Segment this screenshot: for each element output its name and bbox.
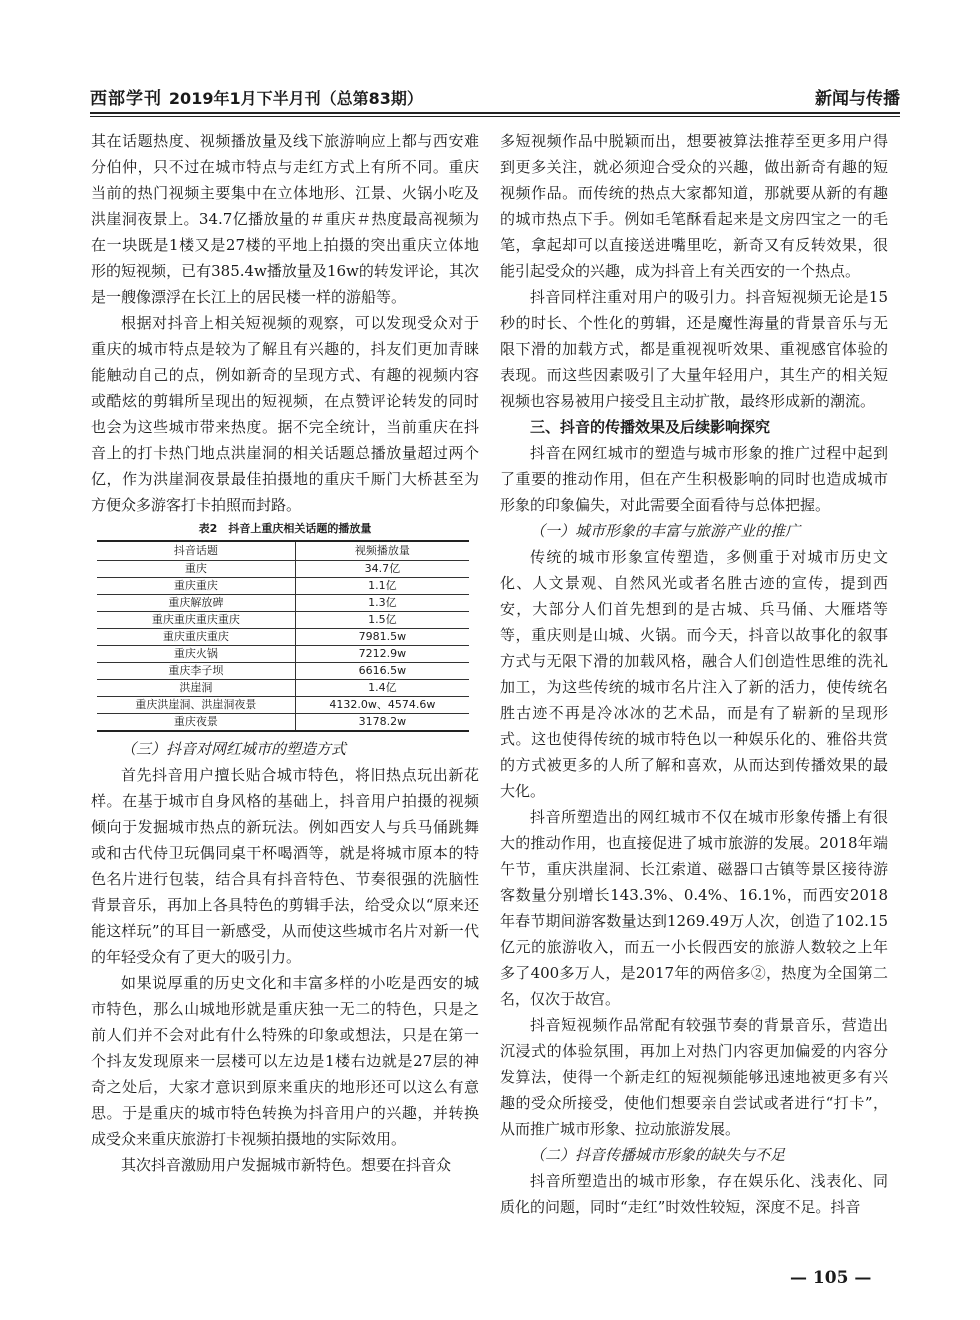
table-row xyxy=(97,646,469,663)
column-header: 视频播放量 xyxy=(295,541,469,561)
topic-cell: 重庆李子坝 xyxy=(97,663,295,680)
subsection-heading: （三）抖音对网红城市的塑造方式 xyxy=(121,740,347,758)
play-count-cell: 3178.2w xyxy=(295,714,469,732)
topic-cell: 重庆解放碑 xyxy=(97,595,295,612)
table-row xyxy=(97,697,469,714)
paragraph: 传统的城市形象宣传塑造，多侧重于对城市历史文化、人文景观、自然风光或者名胜古迹的宣传，提到西安，大部分人们首先想到的是古城、兵马俑、大雁塔等等，重庆则是山城、火锅。而今天，抖音以故事化的叙事方式与无限下滑的加载风格，融合人们创造性思维的洗礼加工，为这些传统的城市名片注入了新的活力，使传统名胜古迹不再是冷冰冰的艺术品，而是有了崭新的呈现形式。这也使得传统的城市特色以一种娱乐化的、雅俗共赏的方式被更多的人所了解和喜欢，从而达到传播效果的最大化。 xyxy=(500,548,888,800)
table-row xyxy=(97,680,469,697)
paragraph: 抖音所塑造出的网红城市不仅在城市形象传播上有很大的推动作用，也直接促进了城市旅游的发展。2018年端午节，重庆洪崖洞、长江索道、磁器口古镇等景区接待游客数量分别增长143.3%、0.4%、16.1%，而西安2018年春节期间游客数量达到1269.49万人次，创造了102.15亿元的旅游收入，而五一小长假西安的旅游人数较之上年多了400多万人，是2017年的两倍多②，热度为全国第二名，仅次于故宫。 xyxy=(500,808,888,1008)
play-count-cell: 34.7亿 xyxy=(295,561,469,578)
play-count-cell: 1.5亿 xyxy=(295,612,469,629)
topic-cell: 重庆重庆 xyxy=(97,578,295,595)
issue-info: 2019年1月下半月刊（总第83期） xyxy=(168,89,423,108)
right-column xyxy=(500,128,888,1220)
page-number: — 105 — xyxy=(790,1268,872,1288)
paragraph: 抖音在网红城市的塑造与城市形象的推广过程中起到了重要的推动作用，但在产生积极影响的同时也造成城市形象的印象偏失，对此需要全面看待与总体把握。 xyxy=(500,444,888,514)
table-row xyxy=(97,663,469,680)
left-column xyxy=(91,128,479,1178)
section-heading: 三、抖音的传播效果及后续影响探究 xyxy=(530,418,771,436)
play-count-cell: 7981.5w xyxy=(295,629,469,646)
paragraph: 抖音短视频作品常配有较强节奏的背景音乐，营造出沉浸式的体验氛围，再加上对热门内容更加偏爱的内容分发算法，使得一个新走红的短视频能够迅速地被更多有兴趣的受众所接受，使他们想要亲自尝试或者进行“打卡”，从而推广城市形象、拉动旅游发展。 xyxy=(500,1016,888,1138)
paragraph: 抖音同样注重对用户的吸引力。抖音短视频无论是15秒的时长、个性化的剪辑，还是魔性海量的背景音乐与无限下滑的加载方式，都是重视视听效果、重视感官体验的表现。而这些因素吸引了大量年轻用户，其生产的相关短视频也容易被用户接受且主动扩散，最终形成新的潮流。 xyxy=(500,288,888,410)
topic-cell: 重庆重庆重庆 xyxy=(97,629,295,646)
subsection-heading: （二）抖音传播城市形象的缺失与不足 xyxy=(530,1146,786,1164)
paragraph: 其次抖音激励用户发掘城市新特色。想要在抖音众 xyxy=(121,1156,452,1174)
table-caption: 表2 抖音上重庆相关话题的播放量 xyxy=(198,522,372,535)
section-title: 新闻与传播 xyxy=(815,89,900,109)
play-count-cell: 7212.9w xyxy=(295,646,469,663)
journal-name: 西部学刊 xyxy=(90,89,162,109)
table-row xyxy=(97,714,469,732)
topic-cell: 重庆夜景 xyxy=(97,714,295,732)
topic-cell: 洪崖洞 xyxy=(97,680,295,697)
table-row xyxy=(97,595,469,612)
paragraph: 首先抖音用户擅长贴合城市特色，将旧热点玩出新花样。在基于城市自身风格的基础上，抖音用户拍摄的视频倾向于发掘城市热点的新玩法。例如西安人与兵马俑跳舞或和古代侍卫玩偶同桌干杯喝酒等，就是将城市原本的特色名片进行包装，结合具有抖音特色、节奏很强的洗脑性背景音乐，再加上各具特色的剪辑手法，给受众以“原来还能这样玩”的耳目一新感受，从而使这些城市名片对新一代的年轻受众有了更大的吸引力。 xyxy=(91,766,479,966)
header-rule-thick xyxy=(90,112,900,114)
data-table xyxy=(97,540,469,732)
topic-cell: 重庆 xyxy=(97,561,295,578)
play-count-cell: 6616.5w xyxy=(295,663,469,680)
paragraph: 如果说厚重的历史文化和丰富多样的小吃是西安的城市特色，那么山城地形就是重庆独一无二的特色，只是之前人们并不会对此有什么特殊的印象或想法，只是在第一个抖友发现原来一层楼可以左边是1楼右边就是27层的神奇之处后，大家才意识到原来重庆的地形还可以这么有意思。于是重庆的城市特色转换为抖音用户的兴趣，并转换成受众来重庆旅游打卡视频拍摄地的实际效用。 xyxy=(91,974,479,1148)
table-row xyxy=(97,561,469,578)
paragraph: 抖音所塑造出的城市形象，存在娱乐化、浅表化、同质化的问题，同时“走红”时效性较短，深度不足。抖音 xyxy=(500,1172,888,1216)
table-row xyxy=(97,612,469,629)
topic-cell: 重庆重庆重庆重庆 xyxy=(97,612,295,629)
topic-cell: 重庆火锅 xyxy=(97,646,295,663)
topic-cell: 重庆洪崖洞、洪崖洞夜景 xyxy=(97,697,295,714)
table-header-row xyxy=(97,541,469,561)
paragraph: 其在话题热度、视频播放量及线下旅游响应上都与西安难分伯仲，只不过在城市特点与走红方式上有所不同。重庆当前的热门视频主要集中在立体地形、江景、火锅小吃及洪崖洞夜景上。34.7亿播放量的＃重庆＃热度最高视频为在一块既是1楼又是27楼的平地上拍摄的突出重庆立体地形的短视频，已有385.4w播放量及16w的转发评论，其次是一艘像漂浮在长江上的居民楼一样的游船等。 xyxy=(91,132,479,306)
column-header: 抖音话题 xyxy=(97,541,295,561)
table-row xyxy=(97,629,469,646)
journal-title xyxy=(90,84,423,109)
running-header xyxy=(90,84,900,108)
play-count-cell: 1.4亿 xyxy=(295,680,469,697)
subsection-heading: （一）城市形象的丰富与旅游产业的推广 xyxy=(530,522,801,540)
paragraph: 多短视频作品中脱颖而出，想要被算法推荐至更多用户得到更多关注，就必须迎合受众的兴趣，做出新奇有趣的短视频作品。而传统的热点大家都知道，那就要从新的有趣的城市热点下手。例如毛笔酥看起来是文房四宝之一的毛笔，拿起却可以直接送进嘴里吃，新奇又有反转效果，很能引起受众的兴趣，成为抖音上有关西安的一个热点。 xyxy=(500,132,888,280)
paragraph: 根据对抖音上相关短视频的观察，可以发现受众对于重庆的城市特点是较为了解且有兴趣的，抖友们更加青睐能触动自己的点，例如新奇的呈现方式、有趣的视频内容或酷炫的剪辑所呈现出的短视频，在点赞评论转发的同时也会为这些城市带来热度。据不完全统计，当前重庆在抖音上的打卡热门地点洪崖洞的相关话题总播放量超过两个亿，作为洪崖洞夜景最佳拍摄地的重庆千厮门大桥甚至为方便众多游客打卡拍照而封路。 xyxy=(91,314,479,514)
header-rule-thin xyxy=(90,116,900,117)
play-count-cell: 1.1亿 xyxy=(295,578,469,595)
play-count-cell: 1.3亿 xyxy=(295,595,469,612)
table-row xyxy=(97,578,469,595)
play-count-cell: 4132.0w、4574.6w xyxy=(295,697,469,714)
